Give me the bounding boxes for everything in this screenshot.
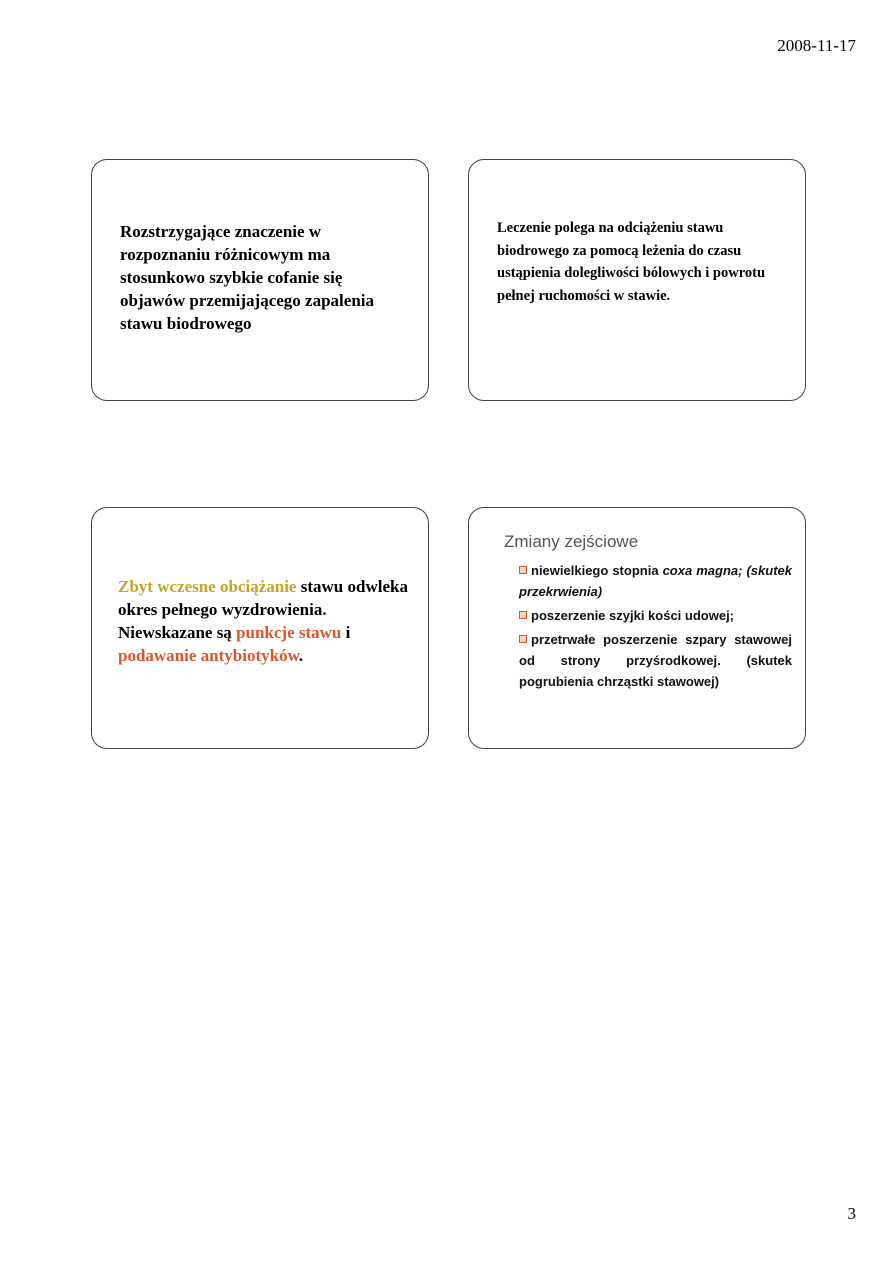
- highlight-joint-puncture: punkcje stawu: [236, 623, 342, 642]
- slide-3-text-part2-mid: i: [341, 623, 351, 642]
- list-item: [519, 560, 792, 602]
- slide-1: [91, 159, 429, 401]
- list-item-text: niewielkiego stopnia: [531, 563, 663, 578]
- slide-3-text: [118, 575, 408, 667]
- slide-4-list: [519, 560, 792, 695]
- list-item-italic: coxa magna; (skutek przekrwienia): [519, 563, 793, 599]
- square-bullet-icon: [519, 611, 527, 619]
- slide-3-text-part2-end: .: [298, 646, 304, 665]
- square-bullet-icon: [519, 635, 527, 643]
- slide-3: [91, 507, 429, 749]
- list-item: [519, 605, 792, 626]
- slide-3-text-part2-start: Niewskazane są: [118, 623, 237, 642]
- slide-1-text: Rozstrzygające znaczenie w rozpoznaniu różnicowym ma stosunkowo szybkie cofanie się objawów przemijającego zapalenia stawu biodrowego: [120, 222, 375, 333]
- slide-2-text: Leczenie polega na odciążeniu stawu biodrowego za pomocą leżenia do czasu ustąpienia dolegliwości bólowych i powrotu pełnej ruchomości w stawie.: [497, 220, 766, 304]
- slide-3-text-part1: stawu odwleka okres pełnego wyzdrowienia.: [118, 577, 408, 619]
- slide-4-title: Zmiany zejściowe: [504, 532, 639, 551]
- slide-4: [468, 507, 806, 749]
- square-bullet-icon: [519, 566, 527, 574]
- page-date: 2008-11-17: [777, 36, 856, 55]
- highlight-early-loading: Zbyt wczesne obciążanie: [118, 577, 297, 596]
- list-item-text: poszerzenie szyjki kości udowej;: [531, 608, 735, 623]
- list-item-text: przetrwałe poszerzenie szpary stawowej od strony przyśrodkowej. (skutek pogrubienia chrząstki stawowej): [519, 632, 792, 689]
- highlight-antibiotics: podawanie antybiotyków: [118, 646, 299, 665]
- page-number: 3: [847, 1204, 856, 1223]
- slide-2: [468, 159, 806, 401]
- list-item: [519, 629, 792, 692]
